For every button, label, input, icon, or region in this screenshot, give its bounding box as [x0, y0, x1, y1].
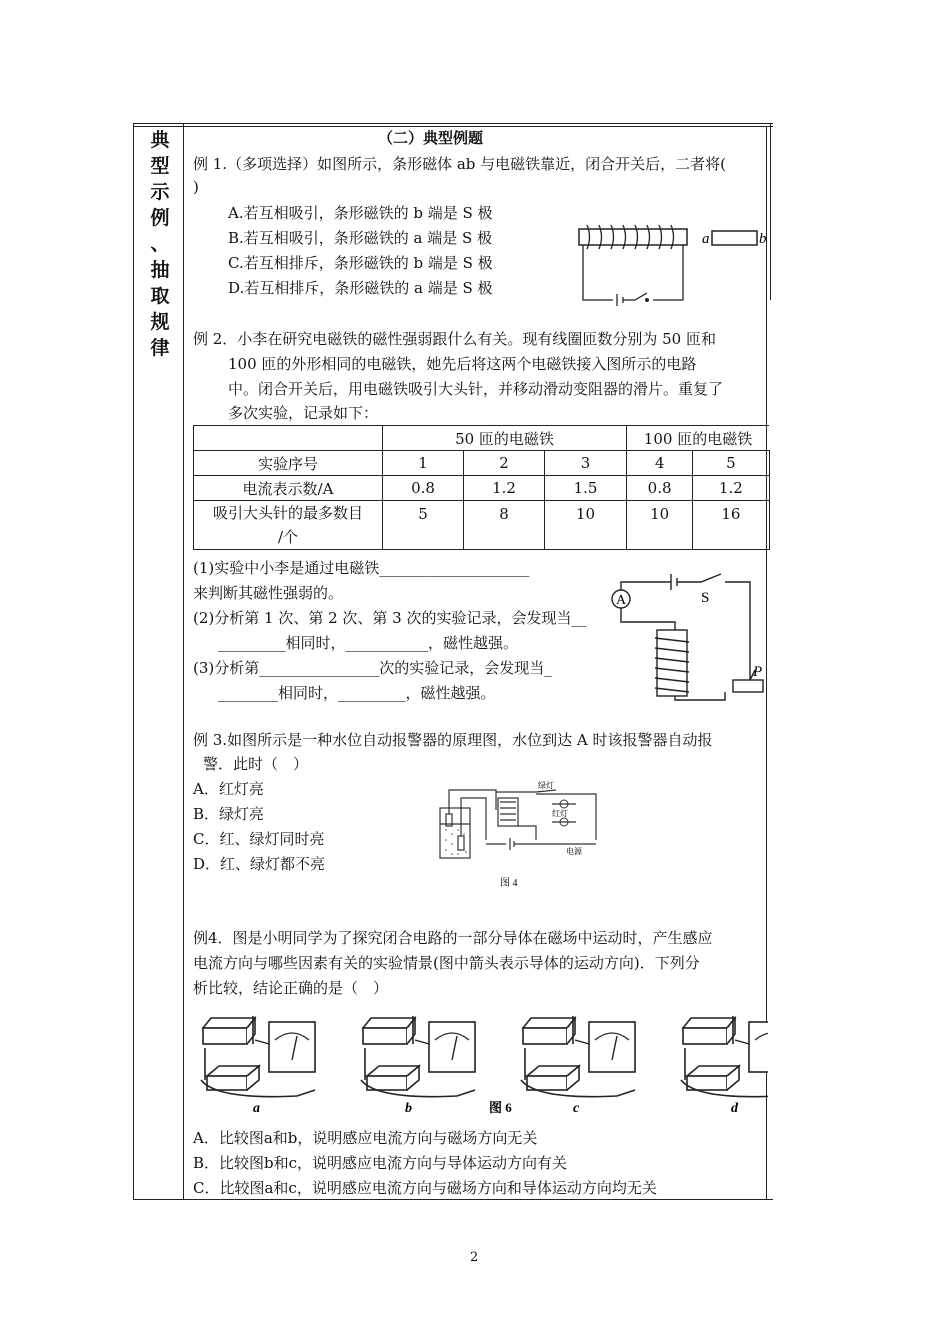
table-corner: [194, 426, 383, 451]
pins-cell: 10: [545, 501, 627, 550]
ex1-stem-line2: ): [193, 178, 199, 196]
ex2-q3-line2: ________相同时，_________，磁性越强。: [218, 684, 496, 702]
label-a: a: [702, 231, 710, 247]
trial-cell: 3: [545, 451, 627, 476]
side-char: 示: [150, 181, 170, 203]
pins-cell: 16: [693, 501, 769, 550]
pins-cell: 10: [627, 501, 693, 550]
ex2-stem-line3: 中。闭合开关后，用电磁铁吸引大头针，并移动滑动变阻器的滑片。重复了: [228, 380, 724, 398]
side-char: 抽: [150, 259, 170, 281]
section-title: （二）典型例题: [378, 129, 484, 147]
pins-cell: 8: [464, 501, 545, 550]
side-char: 规: [150, 311, 170, 333]
panel-label-c: c: [573, 1101, 580, 1116]
ex3-option-d: D．红、绿灯都不亮: [193, 855, 326, 873]
slider-label: P: [753, 664, 763, 680]
ex3-option-b: B．绿灯亮: [193, 805, 265, 823]
ex3-stem-line1: 例 3.如图所示是一种水位自动报警器的原理图，水位到达 A 时该报警器自动报: [193, 731, 713, 749]
frame-top-line: [133, 123, 773, 124]
side-char: 典: [150, 129, 170, 151]
ex2-stem-line2: 100 匝的外形相同的电磁铁，她先后将这两个电磁铁接入图所示的电路: [228, 355, 697, 373]
ex4-fig-caption: 图 6: [489, 1100, 512, 1115]
trial-cell: 1: [383, 451, 464, 476]
frame-top-line-inner: [133, 126, 773, 127]
current-cell: 0.8: [383, 476, 464, 501]
frame-divider-line: [183, 123, 184, 1200]
row-label-pins-line2: /个: [277, 528, 299, 546]
ex3-option-c: C．红、绿灯同时亮: [193, 830, 325, 848]
current-cell: 1.5: [545, 476, 627, 501]
row-label-trial: 实验序号: [194, 451, 383, 476]
ex4-option-a: A．比较图a和b，说明感应电流方向与磁场方向无关: [193, 1129, 538, 1147]
ammeter-label: A: [616, 593, 627, 608]
row-label-pins-line1: 吸引大头针的最多数目: [212, 504, 363, 522]
red-lamp-label: 红灯: [552, 809, 568, 818]
switch-label: S: [701, 590, 710, 606]
ex1-stem-line1: 例 1.（多项选择）如图所示，条形磁体 ab 与电磁铁靠近，闭合开关后，二者将(: [193, 155, 727, 173]
pins-cell: 5: [383, 501, 464, 550]
ex3-stem-line2: 警．此时（ ）: [203, 755, 309, 773]
table-group-100: 100 匝的电磁铁: [627, 426, 770, 451]
side-char: 取: [150, 285, 170, 307]
table-group-50: 50 匝的电磁铁: [383, 426, 627, 451]
ex2-stem-line1: 例 2．小李在研究电磁铁的磁性强弱跟什么有关。现有线圈匝数分别为 50 匝和: [193, 330, 716, 348]
frame-bottom-line: [133, 1199, 773, 1200]
side-char: 型: [150, 155, 170, 177]
panel-label-d: d: [731, 1101, 738, 1116]
green-lamp-label: 绿灯: [538, 781, 554, 790]
trial-cell: 2: [464, 451, 545, 476]
page-number: 2: [470, 1250, 479, 1265]
ex4-stem-line2: 电流方向与哪些因素有关的实验情景(图中箭头表示导体的运动方向)．下列分: [193, 954, 700, 972]
ex4-induction-figure: [193, 1000, 768, 1124]
ex2-q2-line2: _________相同时，___________，磁性越强。: [218, 634, 519, 652]
side-char: 律: [150, 337, 170, 359]
ex1-option-d: D.若互相排斥，条形磁铁的 a 端是 S 极: [228, 279, 493, 297]
ex4-stem-line1: 例4．图是小明同学为了探究闭合电路的一部分导体在磁场中运动时，产生感应: [193, 929, 713, 947]
side-char: 、: [150, 233, 170, 255]
current-cell: 0.8: [627, 476, 693, 501]
ex2-stem-line4: 多次实验，记录如下：: [228, 404, 379, 422]
ex4-option-b: B．比较图b和c，说明感应电流方向与导体运动方向有关: [193, 1154, 568, 1172]
ex3-alarm-figure: [436, 780, 611, 892]
ex4-option-c: C．比较图a和c，说明感应电流方向与磁场方向和导体运动方向均无关: [193, 1179, 657, 1197]
ex3-option-a: A．红灯亮: [193, 780, 264, 798]
panel-label-b: b: [405, 1101, 412, 1116]
side-char: 例: [150, 207, 170, 229]
power-label: 电源: [566, 847, 582, 856]
ex1-option-a: A.若互相吸引，条形磁铁的 b 端是 S 极: [228, 204, 493, 222]
ex2-q1-line1: (1)实验中小李是通过电磁铁____________________: [193, 559, 530, 577]
ex1-option-c: C.若互相排斥，条形磁铁的 b 端是 S 极: [228, 254, 493, 272]
ex4-stem-line3: 析比较，结论正确的是（ ）: [193, 979, 389, 997]
row-label-current: 电流表示数/A: [194, 476, 383, 501]
trial-cell: 5: [693, 451, 769, 476]
row-label-pins: [194, 501, 383, 550]
ex2-q3-line1: (3)分析第________________次的实验记录，会发现当_: [193, 659, 552, 677]
ex2-circuit-figure: [605, 562, 770, 702]
trial-cell: 4: [627, 451, 693, 476]
current-cell: 1.2: [464, 476, 545, 501]
ex1-option-b: B.若互相吸引，条形磁铁的 a 端是 S 极: [228, 229, 493, 247]
frame-left-line: [133, 123, 134, 1200]
panel-label-a: a: [253, 1101, 260, 1116]
ex3-fig-caption: 图 4: [500, 878, 518, 889]
label-b: b: [759, 231, 767, 247]
ex1-electromagnet-figure: [573, 220, 768, 308]
ex2-q1-line2: 来判断其磁性强弱的。: [193, 584, 344, 602]
frame-right-line-outer: [770, 123, 771, 300]
current-cell: 1.2: [693, 476, 769, 501]
ex2-q2-line1: (2)分析第 1 次、第 2 次、第 3 次的实验记录，会发现当__: [193, 609, 587, 627]
side-heading: [140, 127, 180, 361]
ex2-data-table: [193, 425, 770, 550]
